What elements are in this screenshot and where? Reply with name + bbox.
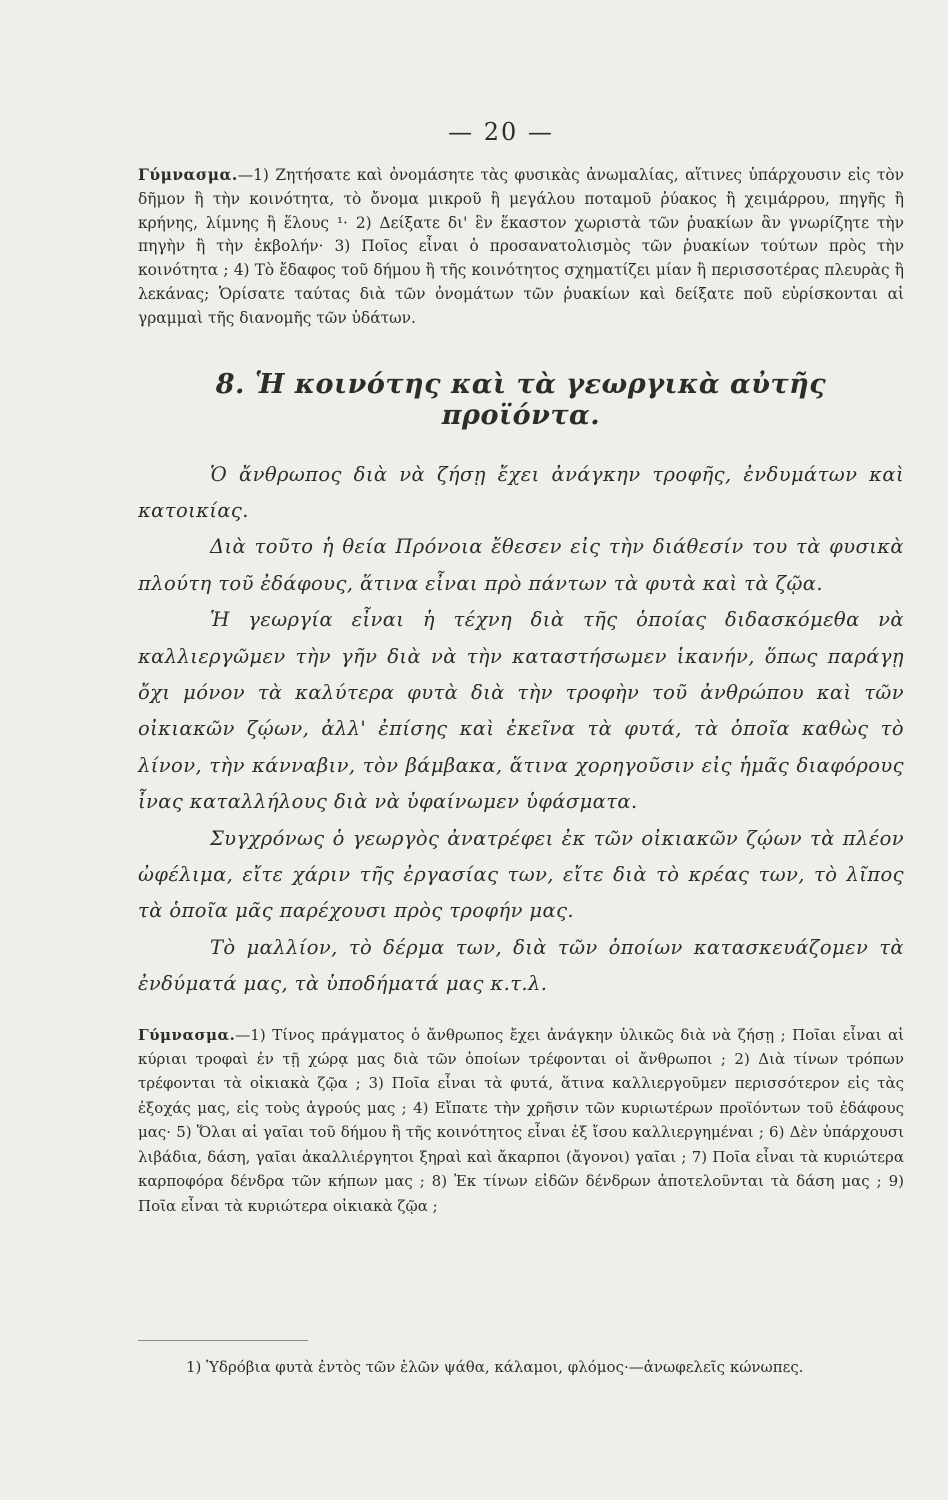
exercise-paragraph — [138, 164, 904, 331]
body-paragraph: Ὁ ἄνθρωπος διὰ νὰ ζήσῃ ἔχει ἀνάγκην τροφῆς, ἐνδυμάτων καὶ κατοικίας. — [138, 462, 904, 522]
exercise-paragraph — [138, 1023, 904, 1218]
exercise-label: Γύμνασμα. — [138, 166, 238, 184]
exercise-block-2 — [138, 1023, 904, 1218]
footnote: 1) Ὑδρόβια φυτὰ ἐντὸς τῶν ἑλῶν ψάθα, κάλαμοι, φλόμος·—ἀνωφελεῖς κώνωπες. — [186, 1358, 804, 1376]
body-paragraph: Συγχρόνως ὁ γεωργὸς ἀνατρέφει ἐκ τῶν οἰκιακῶν ζῴων τὰ πλέον ὠφέλιμα, εἴτε χάριν τῆς ἐργασίας των, εἴτε διὰ τὸ κρέας των, τὸ λῖπος τὰ ὁποῖα μᾶς παρέχουσι πρὸς τροφήν μας. — [138, 826, 904, 923]
page-number: — 20 — — [448, 118, 554, 146]
section-title: 8. Ἡ κοινότης καὶ τὰ γεωργικὰ αὐτῆς προϊόντα. — [215, 368, 827, 431]
body-paragraph: Τὸ μαλλίον, τὸ δέρμα των, διὰ τῶν ὁποίων κατασκευάζομεν τὰ ἐνδύματά μας, τὰ ὑποδήματά μας κ.τ.λ. — [138, 935, 904, 996]
body-paragraph: Ἡ γεωργία εἶναι ἡ τέχνη διὰ τῆς ὁποίας διδασκόμεθα νὰ καλλιεργῶμεν τὴν γῆν διὰ νὰ τὴν καταστήσωμεν ἱκανήν, ὅπως παράγῃ ὄχι μόνον τὰ καλύτερα φυτὰ διὰ τὴν τροφὴν τοῦ ἀνθρώπου καὶ τῶν οἰκιακῶν ζῴων, ἀλλ' ἐπίσης καὶ ἐκεῖνα τὰ φυτά, τὰ ὁποῖα καθὼς τὸ λίνον, τὴν κάνναβιν, τὸν βάμβακα, ἅτινα χορηγοῦσιν εἰς ἡμᾶς διαφόρους ἶνας καταλλήλους διὰ νὰ ὑφαίνωμεν ὑφάσματα. — [138, 608, 904, 814]
exercise-text: —1) Ζητήσατε καὶ ὀνομάσητε τὰς φυσικὰς ἀνωμαλίας, αἵτινες ὑπάρχουσιν εἰς τὸν δῆμον ἢ τὴν κοινότητα, τὸ ὄνομα μικροῦ ἢ μεγάλου ποταμοῦ ῥύακος ἢ χειμάρρου, πηγῆς ἢ κρήνης, λίμνης ἢ ἕλους ¹· 2) Δείξατε δι' ἓν ἕκαστον χωριστὰ τῶν ῥυακίων ἂν γνωρίζητε τὴν πηγὴν ἢ τὴν ἐκβολήν· 3) Ποῖος εἶναι ὁ προσανατολισμὸς τῶν ῥυακίων τούτων πρὸς τὴν κοινότητα ; 4) Τὸ ἔδαφος τοῦ δήμου ἢ τῆς κοινότητος σχηματίζει μίαν ἢ περισσοτέρας πλευρὰς ἢ λεκάνας; Ὁρίσατε ταύτας διὰ τῶν ὀνομάτων τῶν ῥυακίων καὶ δείξατε ποῦ εὑρίσκονται αἱ γραμμαὶ τῆς διανομῆς τῶν ὑδάτων. — [138, 166, 904, 327]
body-paragraph: Διὰ τοῦτο ἡ θεία Πρόνοια ἔθεσεν εἰς τὴν διάθεσίν του τὰ φυσικὰ πλούτη τοῦ ἐδάφους, ἅτινα εἶναι πρὸ πάντων τὰ φυτὰ καὶ τὰ ζῷα. — [138, 535, 904, 595]
footnote-divider — [138, 1340, 308, 1341]
exercise-text: —1) Τίνος πράγματος ὁ ἄνθρωπος ἔχει ἀνάγκην ὑλικῶς διὰ νὰ ζήσῃ ; Ποῖαι εἶναι αἱ κύριαι τροφαὶ ἐν τῇ χώρᾳ μας διὰ τῶν ὁποίων τρέφονται οἱ ἄνθρωποι ; 2) Διὰ τίνων τρόπων τρέφονται τὰ οἰκιακὰ ζῷα ; 3) Ποῖα εἶναι τὰ φυτά, ἅτινα καλλιεργοῦμεν περισσότερον εἰς τὰς ἐξοχάς μας, εἰς τοὺς ἀγρούς μας ; 4) Εἴπατε τὴν χρῆσιν τῶν κυριωτέρων προϊόντων τοῦ ἐδάφους μας· 5) Ὅλαι αἱ γαῖαι τοῦ δήμου ἢ τῆς κοινότητος εἶναι ἐξ ἴσου καλλιεργημέναι ; 6) Δὲν ὑπάρχουσι λιβάδια, δάση, γαῖαι ἀκαλλιέργητοι ξηραὶ καὶ ἄκαρποι (ἄγονοι) γαῖαι ; 7) Ποῖα εἶναι τὰ κυριώτερα καρποφόρα δένδρα τῶν κήπων μας ; 8) Ἐκ τίνων εἰδῶν δένδρων ἀποτελοῦνται τὰ δάση μας ; 9) Ποῖα εἶναι τὰ κυριώτερα οἰκιακὰ ζῷα ; — [138, 1025, 904, 1215]
exercise-label: Γύμνασμα. — [138, 1025, 236, 1044]
section-body — [138, 457, 904, 1003]
exercise-block-1 — [138, 164, 904, 331]
